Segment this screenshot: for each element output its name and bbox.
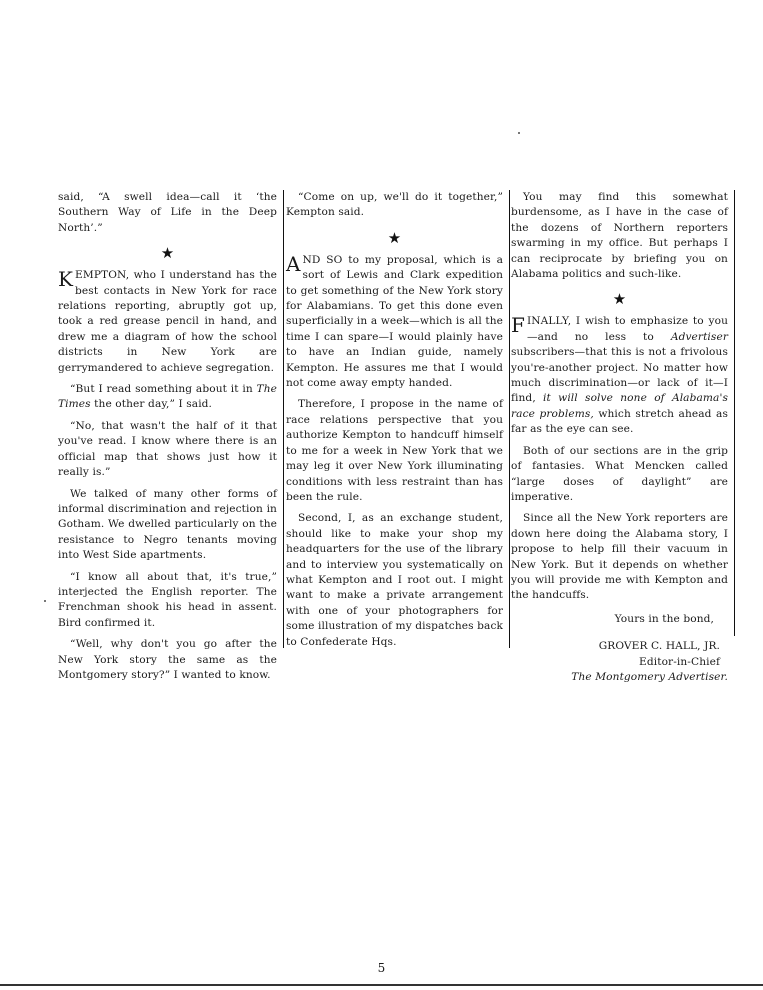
paragraph: [58, 382, 277, 413]
text: which stretch ahead as far as the eye can see.: [511, 407, 728, 436]
signature-paper: The Montgomery Advertiser.: [571, 670, 728, 683]
text: to my proposal, which is a sort of Lewis and Clark expedition to get something of the New York story for Alabamians. To get this done even superficially in a week—which is all the time I can spare—I would plainly have to have an Indian guide, namely Kempton. He assures me that I would not come away empty handed.: [286, 253, 504, 390]
paragraph: [286, 253, 503, 392]
paragraph: “No, that wasn't the half of it that you've read. I know where there is an official map that shows just how it really is.”: [58, 419, 277, 479]
paragraph: Therefore, I propose in the name of race relations perspective that you authorize Kempton to handcuff himself to me for a week in New York that we may leg it over New York illuminating conditions with less restraint than has been the rule.: [286, 398, 503, 503]
star-icon: ★: [387, 228, 402, 247]
paragraph: [58, 268, 277, 376]
paragraph: said, “A swell idea—call it ‘the Southern Way of Life in the Deep North’.”: [58, 191, 277, 234]
closing: Yours in the bond,: [614, 612, 714, 625]
paragraph: “Come on up, we'll do it together,” Kempton said.: [286, 191, 503, 219]
paragraph: Both of our sections are in the grip of fantasies. What Mencken called “large doses of daylight” are imperative.: [511, 444, 728, 503]
text: I wish to emphasize to you —and no less to: [526, 315, 728, 343]
drop-cap: F: [511, 313, 525, 338]
italic-text: The Times: [58, 383, 277, 411]
paragraph: “I know all about that, it's true,” interjected the English reporter. The Frenchman shook his head in assent. Bird confirmed it.: [58, 570, 277, 629]
text: the other day,” I said.: [90, 398, 213, 411]
text: subscribers—that this is not a frivolous you're-another project. No matter how much discrimination—or lack of it—I find,: [511, 346, 728, 405]
italic-text: Advertiser: [670, 330, 728, 343]
text: “But I read something about it in: [70, 383, 257, 396]
lead-in: INALLY,: [526, 315, 572, 328]
paragraph: [511, 314, 728, 437]
drop-cap: K: [58, 267, 74, 292]
star-icon: ★: [160, 244, 175, 263]
signature-name: GROVER C. HALL, JR.: [598, 640, 720, 653]
signature-title: Editor-in-Chief: [639, 655, 720, 668]
lead-in: EMPTON,: [75, 269, 130, 282]
star-icon: ★: [612, 290, 627, 309]
lead-in: ND SO: [302, 253, 343, 266]
column-3: [511, 190, 735, 683]
paragraph: “Well, why don't you go after the New York story the same as the Montgomery story?” I wanted to know.: [58, 638, 277, 681]
text: who I understand has the best contacts in New York for race relations reporting, abruptly got up, took a red grease pencil in hand, and drew me a diagram of how the school districts in New York are gerrymandered to achieve segregation.: [58, 269, 277, 374]
paragraph: Since all the New York reporters are down here doing the Alabama story, I propose to help fill their vacuum in New York. But it depends on whether you will provide me with Kempton and the handcuffs.: [511, 512, 728, 602]
paragraph: Second, I, as an exchange student, should like to make your shop my headquarters for the use of the library and to interview you systematically on what Kempton and I root out. I might want to make a private arrangement with one of your photographers for some illustration of my dispatches back to Confederate Hqs.: [286, 512, 503, 648]
column-2: [286, 190, 510, 648]
paragraph: You may find this somewhat burdensome, as I have in the case of the dozens of Northern reporters swarming in my office. But perhaps I can reciprocate by briefing you on Alabama politics and such-like.: [511, 191, 728, 281]
scan-speck: [44, 600, 46, 602]
bottom-rule: [0, 984, 763, 986]
italic-text: it will solve none of Alabama's race problems,: [511, 392, 729, 420]
scan-speck: [518, 132, 520, 134]
paragraph: We talked of many other forms of informal discrimination and rejection in Gotham. We dwelled particularly on the resistance to Negro tenants moving into West Side apartments.: [58, 487, 277, 562]
page-number: 5: [377, 961, 386, 975]
column-1: [58, 190, 284, 681]
drop-cap: A: [286, 251, 301, 276]
